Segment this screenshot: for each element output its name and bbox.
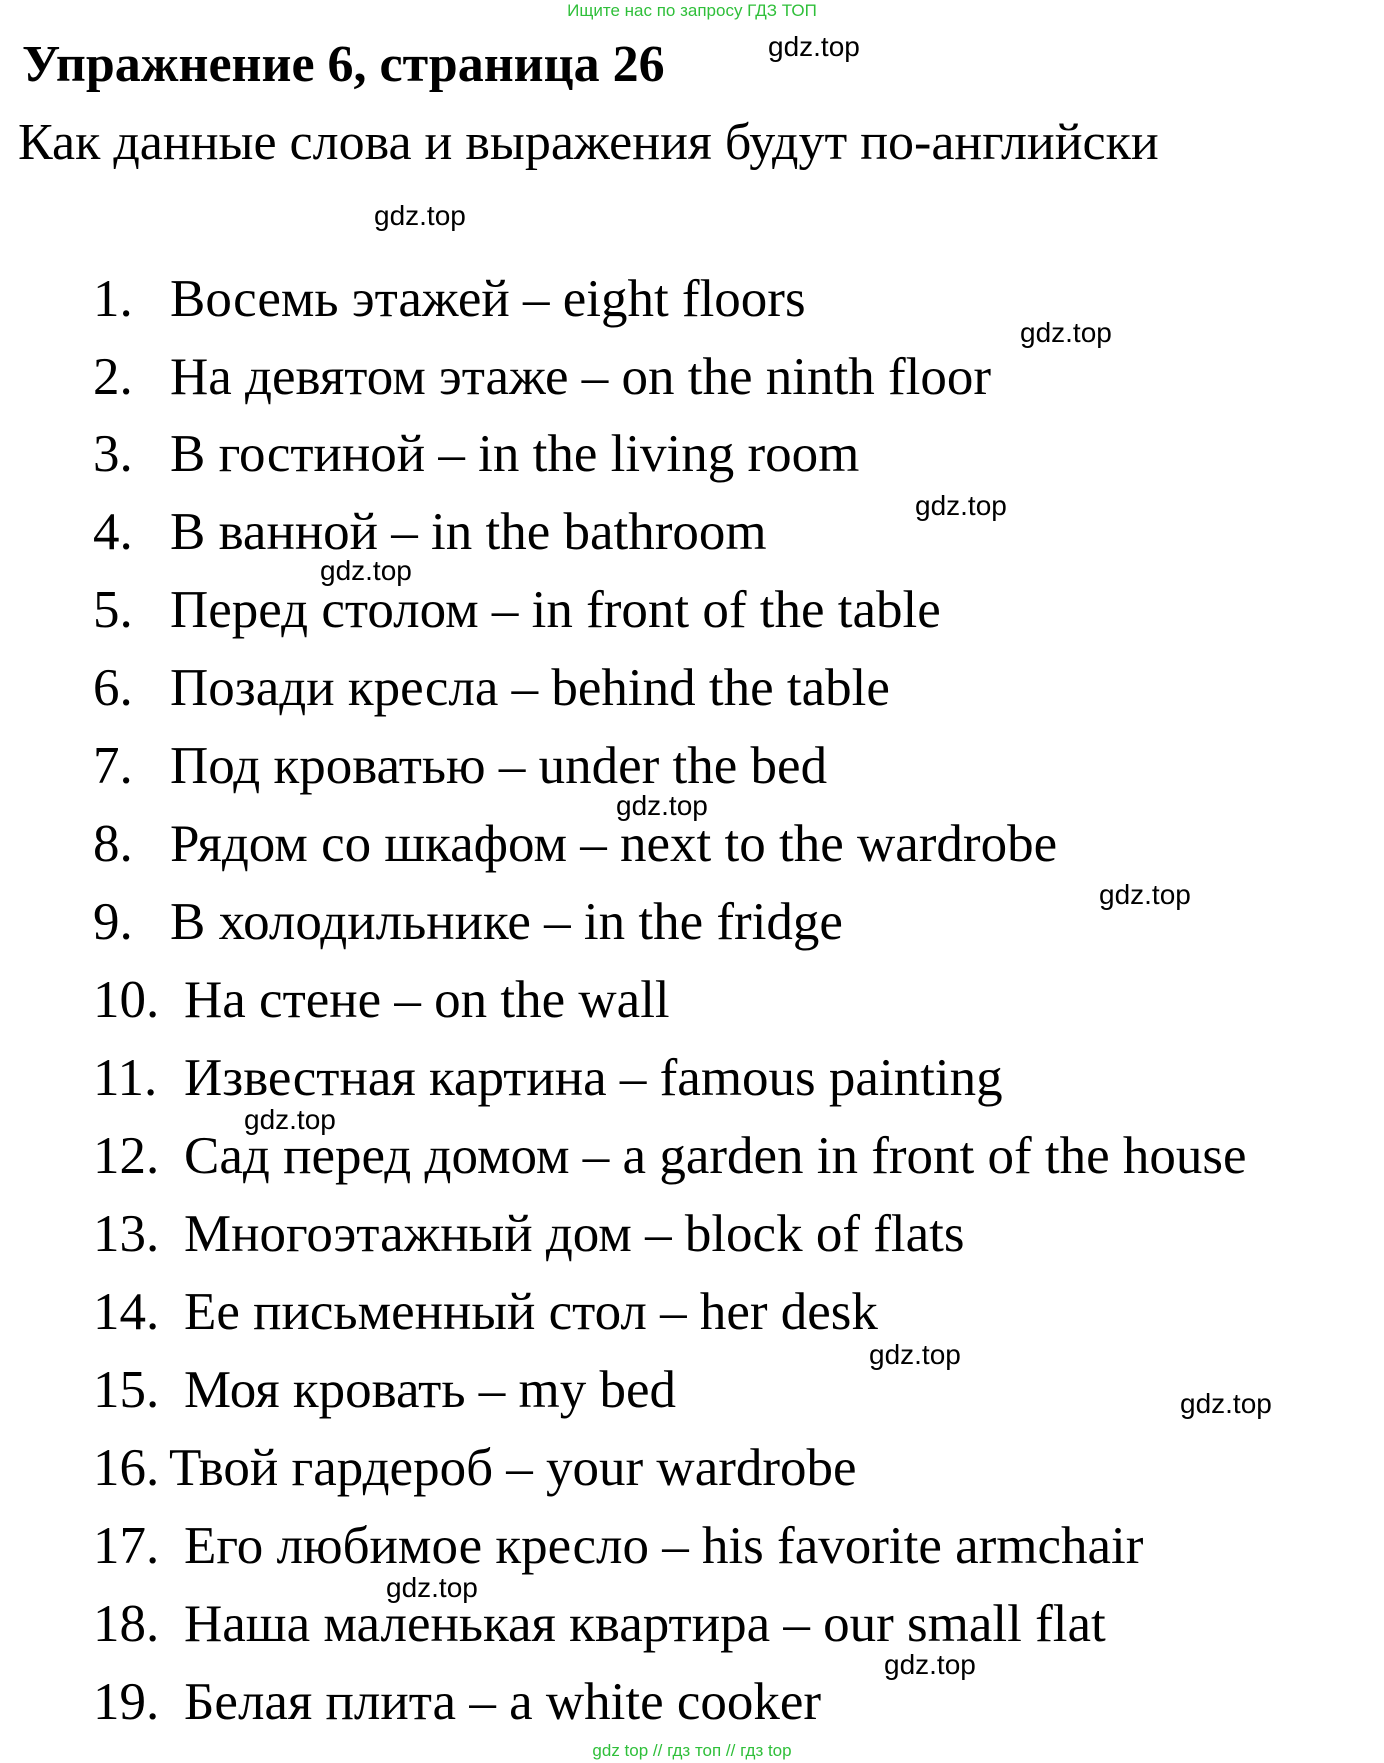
item-number: 19. bbox=[93, 1673, 160, 1731]
watermark: gdz.top bbox=[244, 1104, 336, 1135]
item-number: 3. bbox=[93, 425, 133, 483]
list-item bbox=[93, 731, 827, 801]
item-text: Многоэтажный дом – block of flats bbox=[184, 1205, 965, 1263]
item-text: Под кроватью – under the bed bbox=[170, 737, 828, 795]
watermark: gdz.top bbox=[616, 790, 708, 821]
item-number: 17. bbox=[93, 1517, 160, 1575]
watermark: gdz.top bbox=[386, 1572, 478, 1603]
list-item bbox=[93, 1511, 1143, 1581]
list-item bbox=[93, 575, 941, 645]
item-number: 8. bbox=[93, 815, 133, 873]
watermark: gdz.top bbox=[320, 555, 412, 586]
item-text: Перед столом – in front of the table bbox=[170, 581, 941, 639]
item-text: Известная картина – famous painting bbox=[184, 1049, 1003, 1107]
item-text: На девятом этаже – on the ninth floor bbox=[170, 348, 991, 406]
item-number: 14. bbox=[93, 1283, 160, 1341]
watermark: gdz.top bbox=[869, 1339, 961, 1370]
list-item bbox=[93, 1277, 878, 1347]
list-item bbox=[93, 342, 991, 412]
list-item bbox=[93, 264, 806, 334]
item-number: 18. bbox=[93, 1595, 160, 1653]
item-number: 7. bbox=[93, 737, 133, 795]
watermark: gdz.top bbox=[1020, 317, 1112, 348]
item-number: 5. bbox=[93, 581, 133, 639]
footer-banner: gdz top // гдз топ // гдз top bbox=[592, 1741, 792, 1760]
item-number: 9. bbox=[93, 893, 133, 951]
list-item bbox=[93, 1121, 1247, 1191]
item-text: Ее письменный стол – her desk bbox=[184, 1283, 878, 1341]
list-item bbox=[93, 1589, 1106, 1659]
watermark: gdz.top bbox=[374, 200, 466, 231]
item-text: В гостиной – in the living room bbox=[170, 425, 860, 483]
item-number: 11. bbox=[93, 1049, 158, 1107]
item-text: Его любимое кресло – his favorite armchair bbox=[184, 1517, 1144, 1575]
item-number: 12. bbox=[93, 1127, 160, 1185]
list-item bbox=[93, 1043, 1003, 1113]
item-number: 6. bbox=[93, 659, 133, 717]
item-number: 4. bbox=[93, 503, 133, 561]
item-text: Сад перед домом – a garden in front of the house bbox=[184, 1127, 1247, 1185]
item-text: Наша маленькая квартира – our small flat bbox=[184, 1595, 1106, 1653]
watermark: gdz.top bbox=[884, 1649, 976, 1680]
item-number: 1. bbox=[93, 270, 133, 328]
item-text: Белая плита – a white cooker bbox=[184, 1673, 822, 1731]
watermark: gdz.top bbox=[1099, 879, 1191, 910]
list-item bbox=[93, 419, 859, 489]
page-title: Упражнение 6, страница 26 bbox=[22, 36, 665, 93]
item-text: Рядом со шкафом – next to the wardrobe bbox=[170, 815, 1058, 873]
item-number: 16. bbox=[93, 1439, 160, 1497]
watermark: gdz.top bbox=[915, 490, 1007, 521]
item-text: В холодильнике – in the fridge bbox=[170, 893, 843, 951]
item-text: Позади кресла – behind the table bbox=[170, 659, 890, 717]
list-item bbox=[93, 1667, 821, 1737]
item-text: Моя кровать – my bed bbox=[184, 1361, 676, 1419]
top-banner: Ищите нас по запросу ГДЗ ТОП bbox=[567, 1, 817, 20]
item-number: 2. bbox=[93, 348, 133, 406]
item-number: 13. bbox=[93, 1205, 160, 1263]
item-text: В ванной – in the bathroom bbox=[170, 503, 767, 561]
watermark: gdz.top bbox=[768, 31, 860, 62]
list-item bbox=[93, 497, 767, 567]
list-item bbox=[93, 809, 1057, 879]
list-item bbox=[93, 1433, 857, 1503]
item-text: Восемь этажей – eight floors bbox=[170, 270, 806, 328]
page-subtitle: Как данные слова и выражения будут по-английски bbox=[18, 114, 1159, 171]
item-number: 15. bbox=[93, 1361, 160, 1419]
list-item bbox=[93, 1199, 964, 1269]
list-item bbox=[93, 887, 843, 957]
watermark: gdz.top bbox=[1180, 1388, 1272, 1419]
list-item bbox=[93, 965, 670, 1035]
list-item bbox=[93, 1355, 676, 1425]
item-text: Твой гардероб – your wardrobe bbox=[169, 1439, 857, 1497]
list-item bbox=[93, 653, 890, 723]
item-number: 10. bbox=[93, 971, 160, 1029]
item-text: На стене – on the wall bbox=[184, 971, 670, 1029]
